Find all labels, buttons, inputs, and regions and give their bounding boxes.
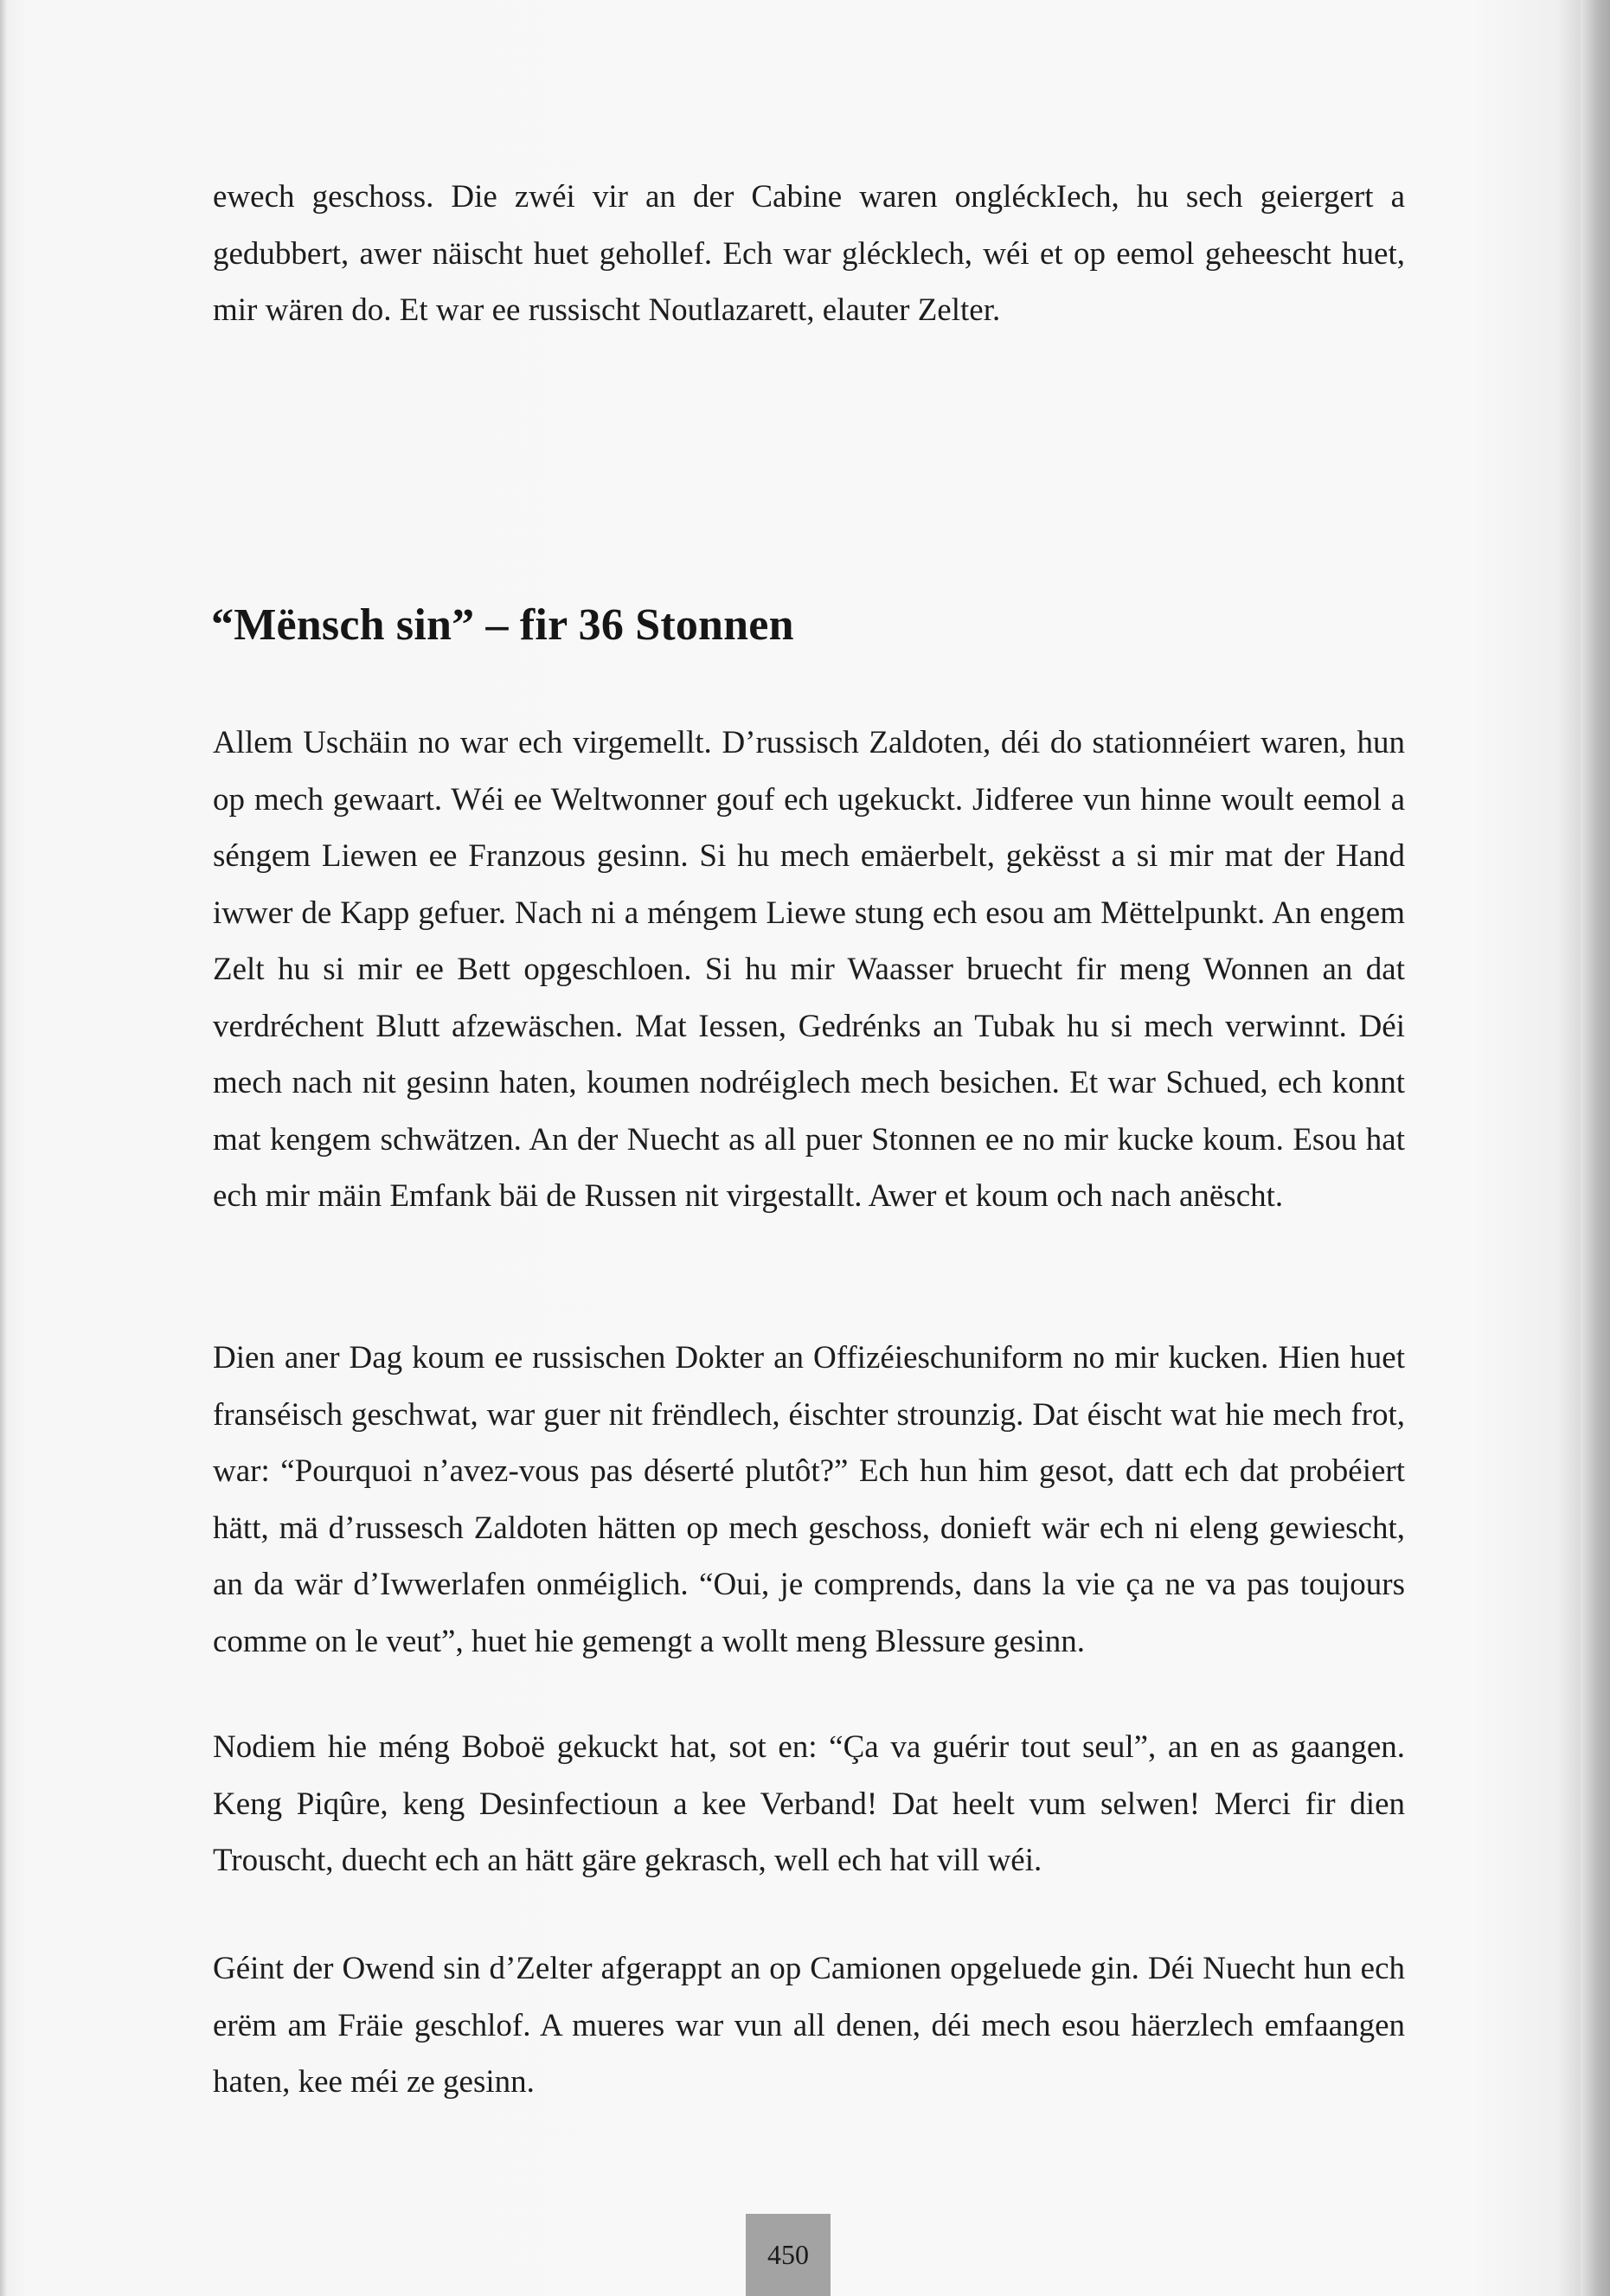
body-paragraph: Allem Uschäin no war ech virgemellt. D’russisch Zaldoten, déi do stationnéiert waren, hun op mech gewaart. Wéi ee Weltwonner gouf ech ugekuckt. Jidferee vun hinne woult eemol a séngem Liewen ee Franzous gesinn. Si hu mech emäerbelt, gekësst a si mir mat der Hand iwwer de Kapp gefuer. Nach ni a méngem Liewe stung ech esou am Mëttelpunkt. An engem Zelt hu si mir ee Bett opgeschloen. Si hu mir Waasser bruecht fir meng Wonnen an dat verdréchent Blutt afzewäschen. Mat Iessen, Gedrénks an Tubak hu si mech verwinnt. Déi mech nach nit gesinn haten, koumen nodréiglech mech besichen. Et war Schued, ech konnt mat kengem schwätzen. An der Nuecht as all puer Stonnen ee no mir kucke koum. Esou hat ech mir mäin Emfank bäi de Russen nit virgestallt. Awer et koum och nach anëscht. xyxy=(213,725,1405,1214)
page-number-text: 450 xyxy=(767,2239,809,2270)
section-heading: “Mënsch sin” – fir 36 Stonnen xyxy=(211,600,794,650)
paragraph-block-3 xyxy=(213,1719,1405,1889)
intro-paragraph-block xyxy=(213,169,1405,339)
body-paragraph: Dien aner Dag koum ee russischen Dokter an Offizéieschuniform no mir kucken. Hien huet franséisch geschwat, war guer nit frëndlech, éischter strounzig. Dat éischt wat hie mech frot, war: “Pourquoi n’avez-vous pas déserté plutôt?” Ech hun him gesot, datt ech dat probéiert hätt, mä d’russesch Zaldoten hätten op mech geschoss, donieft wär ech ni eleng gewiescht, an da wär d’Iwwerlafen onméiglich. “Oui, je comprends, dans la vie ça ne va pas toujours comme on le veut”, huet hie gemengt a wollt meng Blessure gesinn. xyxy=(213,1340,1405,1659)
page-left-edge xyxy=(0,0,7,2296)
body-paragraph: Géint der Owend sin d’Zelter afgerappt an op Camionen opgeluede gin. Déi Nuecht hun ech erëm am Fräie geschlof. A mueres war vun all denen, déi mech esou häerzlech emfaangen haten, kee méi ze gesinn. xyxy=(213,1951,1405,2100)
page-spine-shadow xyxy=(1581,0,1610,2296)
intro-paragraph: ewech geschoss. Die zwéi vir an der Cabine waren ongléckIech, hu sech geiergert a gedubbert, awer näischt huet gehollef. Ech war glécklech, wéi et op eemol geheescht huet, mir wären do. Et war ee russischt Noutlazarett, elauter Zelter. xyxy=(213,179,1405,328)
paragraph-block-2 xyxy=(213,1330,1405,1670)
body-paragraph: Nodiem hie méng Boboë gekuckt hat, sot en: “Ça va guérir tout seul”, an en as gaangen. Keng Piqûre, keng Desinfectioun a kee Verband! Dat heelt vum selwen! Merci fir dien Trouscht, duecht ech an hätt gäre gekrasch, well ech hat vill wéi. xyxy=(213,1729,1405,1878)
page-number xyxy=(746,2214,831,2296)
paragraph-block-4 xyxy=(213,1940,1405,2111)
paragraph-block-1 xyxy=(213,715,1405,1225)
